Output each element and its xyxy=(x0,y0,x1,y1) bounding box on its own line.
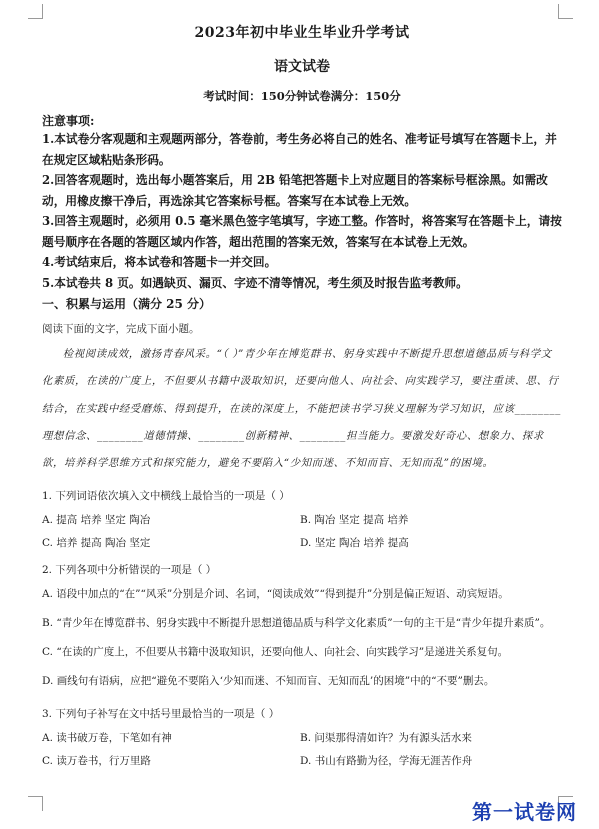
note-item: 1.本试卷分客观题和主观题两部分，答卷前，考生务必将自己的姓名、准考证号填写在答题卡上，并在规定区域粘贴条形码。 xyxy=(42,132,557,167)
statement-b: B. “青少年在博览群书、躬身实践中不断提升思想道德品质与科学文化素质”一句的主干是“青少年提升素质”。 xyxy=(42,617,551,630)
note-item: 4.考试结束后，将本试卷和答题卡一并交回。 xyxy=(42,255,277,269)
site-watermark: 第一试卷网 xyxy=(472,800,577,824)
notes-heading: 注意事项: xyxy=(42,114,95,128)
option-a: A. 提高 培养 坚定 陶冶 xyxy=(42,514,151,527)
statement-c: C. “在读的广度上，不但要从书籍中汲取知识，还要向他人、向社会、向实践学习”是递进关系复句。 xyxy=(42,646,509,659)
question-1-options xyxy=(42,505,562,551)
exam-title: 2023年初中毕业生毕业升学考试 xyxy=(194,25,410,41)
option-b: B. 问渠那得清如许？为有源头活水来 xyxy=(300,732,472,745)
crop-mark-top-right xyxy=(558,4,573,19)
exam-page xyxy=(42,20,562,769)
question-2-stem: 2. 下列各项中分析错误的一项是（ ） xyxy=(42,564,217,577)
note-item: 5.本试卷共 8 页。如遇缺页、漏页、字迹不清等情况，考生须及时报告监考教师。 xyxy=(42,275,468,290)
option-d: D. 书山有路勤为径，学海无涯苦作舟 xyxy=(300,755,473,768)
option-c: C. 培养 提高 陶冶 坚定 xyxy=(42,537,151,550)
question-3-stem: 3. 下列句子补写在文中括号里最恰当的一项是（ ） xyxy=(42,708,280,721)
section-heading: 一、积累与运用（满分 25 分） xyxy=(42,297,212,311)
statement-a: A. 语段中加点的“在”“风采”分别是介词、名词，“阅读成效”“得到提升”分别是偏正短语、动宾短语。 xyxy=(42,588,509,601)
option-b: B. 陶冶 坚定 提高 培养 xyxy=(300,514,409,527)
exam-meta: 考试时间：150分钟试卷满分：150分 xyxy=(203,89,401,103)
option-d: D. 坚定 陶冶 培养 提高 xyxy=(300,537,409,550)
option-c: C. 读万卷书，行万里路 xyxy=(42,755,151,768)
statement-d: D. 画线句有语病，应把“避免不要陷入‘少知而迷、不知而盲、无知而乱’的困境”中的“不要”删去。 xyxy=(42,675,495,688)
note-item: 3.回答主观题时，必须用 0.5 毫米黑色签字笔填写，字迹工整。作答时，将答案写在答题卡上，请按题号顺序在各题的答题区域内作答，超出范围的答案无效，答案写在本试卷上无效。 xyxy=(42,214,562,249)
option-a: A. 读书破万卷，下笔如有神 xyxy=(42,732,172,745)
crop-mark-bottom-left xyxy=(28,796,43,811)
reading-passage: 检视阅读成效，激扬青春风采。“（ ）”青少年在博览群书、躬身实践中不断提升思想道德品质与科学文化素质，在读的广度上，不但要从书籍中汲取知识，还要向他人、向社会、向实践学习，要注重读、思、行结合，在实践中经受磨炼、得到提升，在读的深度上，不能把读书学习狭义理解为学习知识，应该________理想信念、________道德情操、________创新精神、________担当能力。要激发好奇心、想象力、探求欲，培养科学思维方式和探究能力，避免不要陷入“少知而迷、不知而盲、无知而乱”的困境。 xyxy=(42,348,561,470)
crop-mark-top-left xyxy=(28,4,43,19)
section-intro: 阅读下面的文字，完成下面小题。 xyxy=(42,323,200,335)
note-item: 2.回答客观题时，选出每小题答案后，用 2B 铅笔把答题卡上对应题目的答案标号框涂黑。如需改动，用橡皮擦干净后，再选涂其它答案标号框。答案写在本试卷上无效。 xyxy=(42,173,548,208)
exam-subtitle: 语文试卷 xyxy=(274,59,330,75)
question-3-options xyxy=(42,723,562,769)
question-1-stem: 1. 下列词语依次填入文中横线上最恰当的一项是（ ） xyxy=(42,490,290,503)
